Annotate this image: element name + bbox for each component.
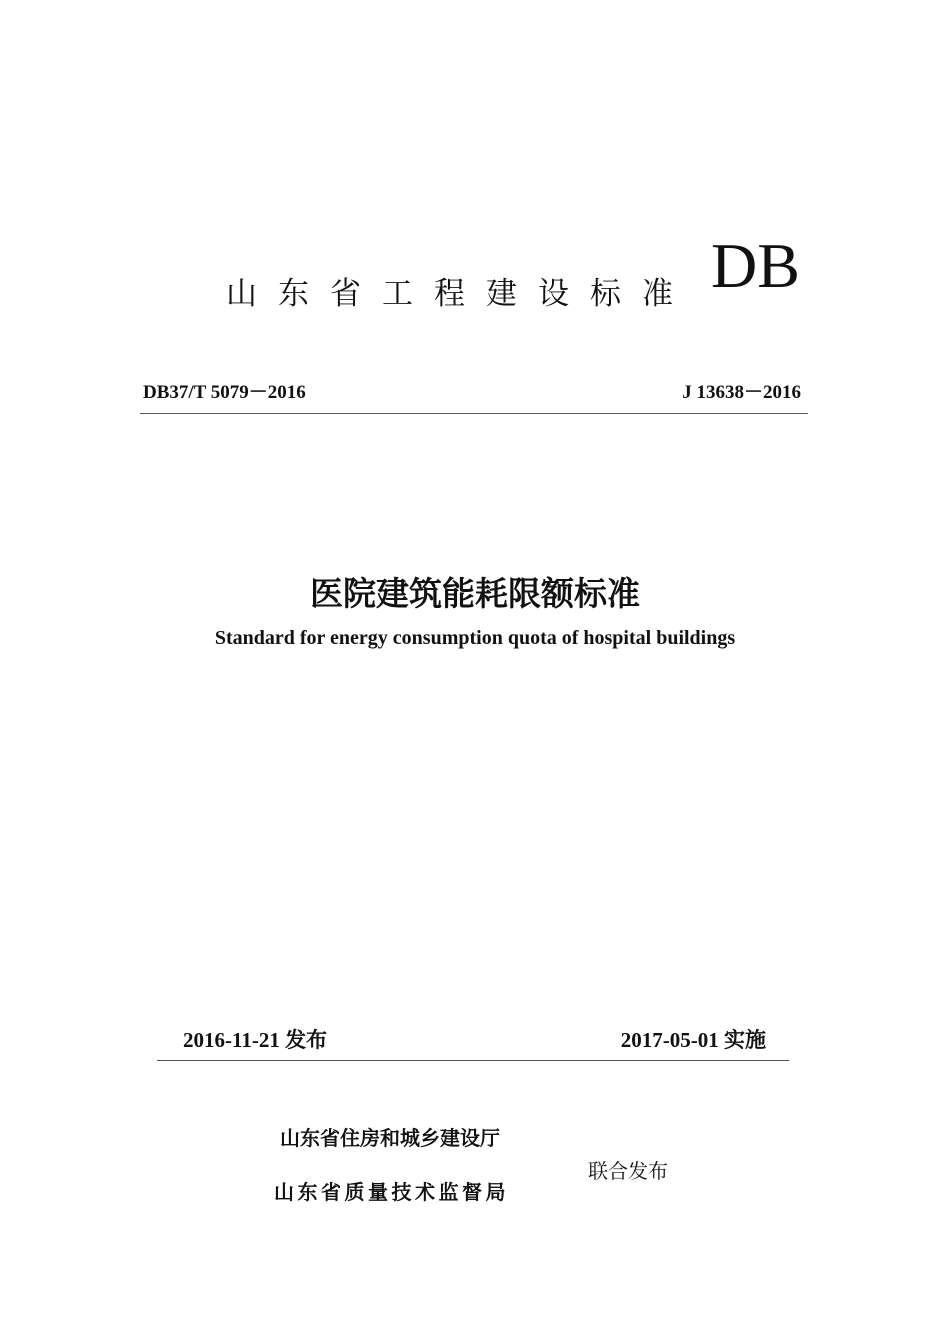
footer-divider xyxy=(157,1060,789,1061)
effective-date: 2017-05-01 实施 xyxy=(620,1028,766,1052)
joint-issue-label: 联合发布 xyxy=(588,1159,668,1183)
issue-date: 2016-11-21 发布 xyxy=(183,1028,328,1052)
standard-type-heading: 山东省工程建设标准 xyxy=(226,276,694,312)
document-title-chinese: 医院建筑能耗限额标准 xyxy=(310,574,640,613)
record-number: J 13638－2016 xyxy=(682,382,801,403)
db-mark: DB xyxy=(711,230,800,301)
header-divider xyxy=(140,413,808,414)
standard-number: DB37/T 5079－2016 xyxy=(143,382,306,403)
document-title-english: Standard for energy consumption quota of hospital buildings xyxy=(214,627,736,649)
issuer-quality-bureau: 山东省质量技术监督局 xyxy=(274,1180,509,1204)
issuer-housing-department: 山东省住房和城乡建设厅 xyxy=(280,1126,500,1150)
